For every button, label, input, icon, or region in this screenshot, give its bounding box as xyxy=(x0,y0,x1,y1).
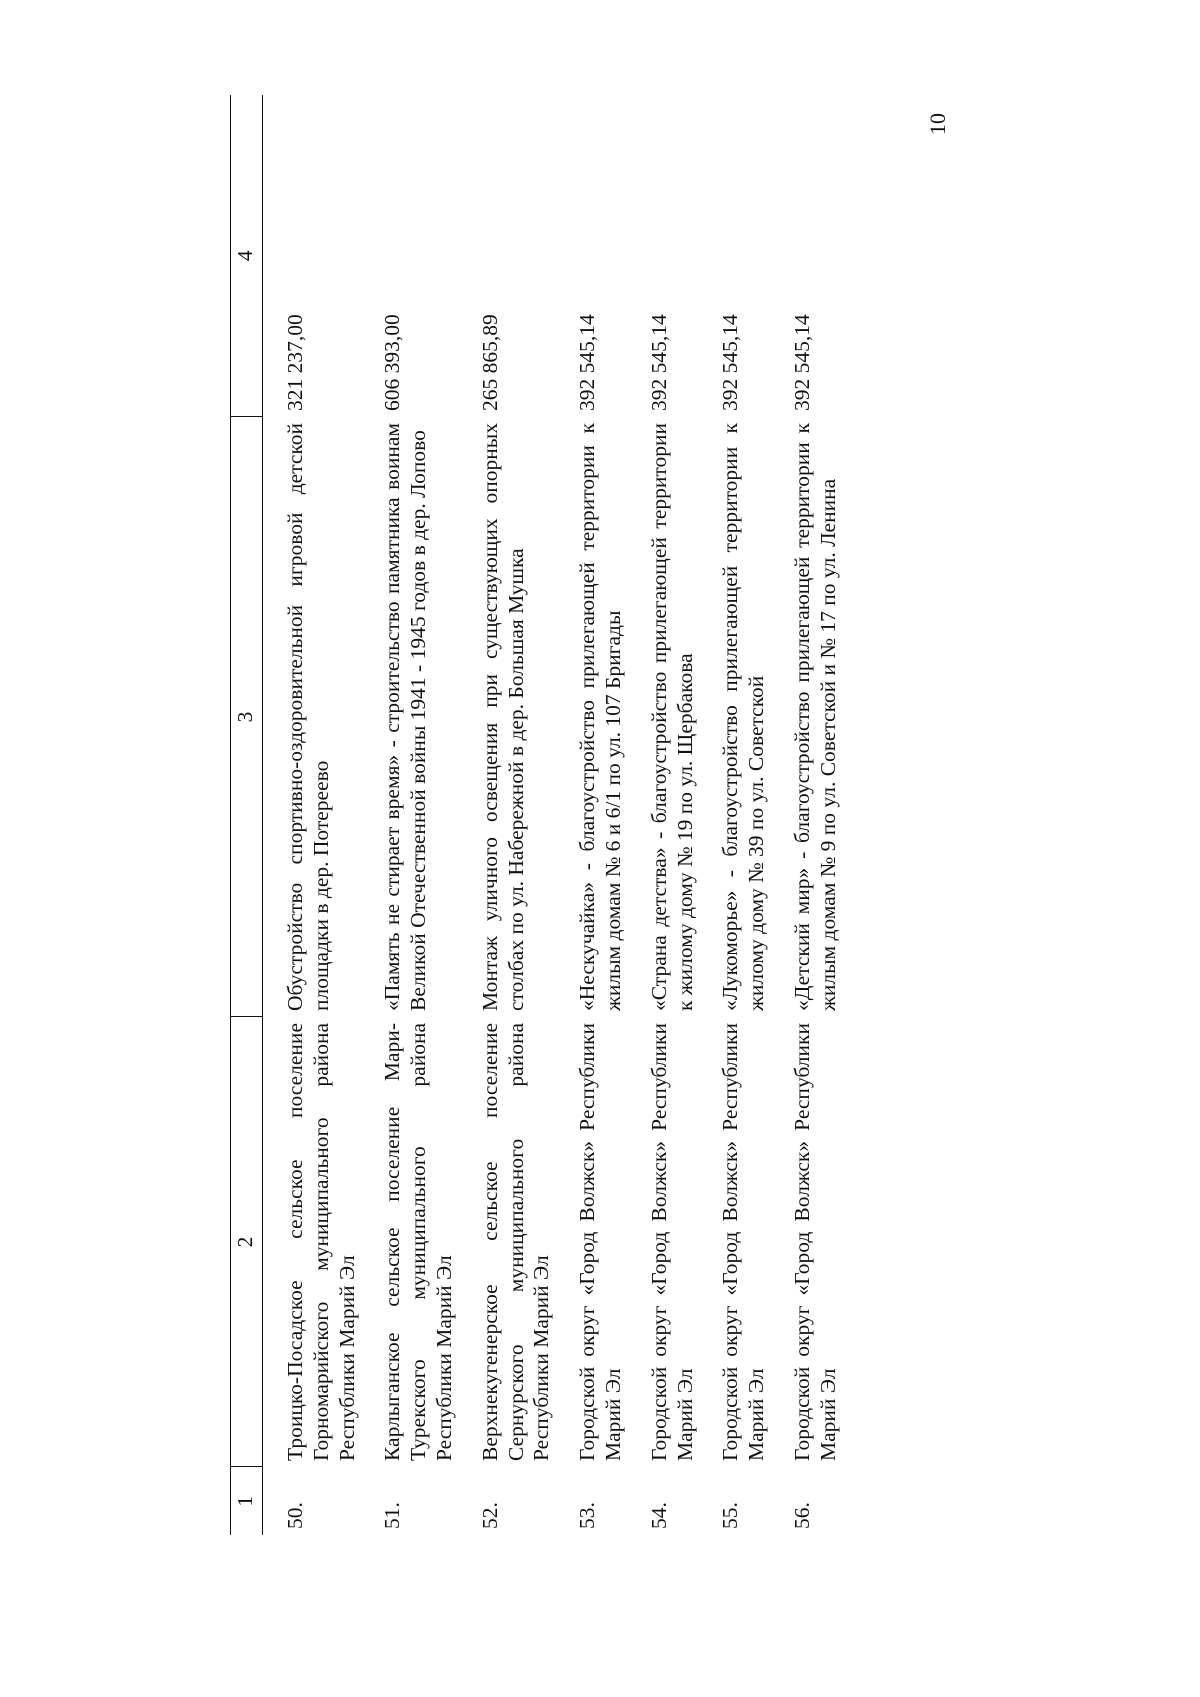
spacer-row xyxy=(263,95,284,1535)
municipality-cell: Верхнекугенерское сельское поселение Сернурского муниципального района Республики Марий Эл xyxy=(477,1023,554,1461)
amount-cell: 392 545,14 xyxy=(789,314,814,411)
projects-table xyxy=(230,95,842,1535)
project-cell: «Лукоморье» - благоустройство прилегающей территории к жилому дому № 39 по ул. Советской xyxy=(718,423,769,1011)
header-row xyxy=(231,95,263,1535)
row-number: 51. xyxy=(380,1502,405,1529)
spacer-cell xyxy=(698,95,718,1535)
row-number: 52. xyxy=(477,1502,502,1529)
column-header-2: 2 xyxy=(231,1017,263,1467)
project-cell: «Детский мир» - благоустройство прилегающей территории к жилым домам № 9 по ул. Советской и № 17 по ул. Ленина xyxy=(789,423,840,1011)
spacer-row xyxy=(698,95,718,1535)
amount-cell: 392 545,14 xyxy=(718,314,743,411)
row-number: 50. xyxy=(283,1502,307,1529)
municipality-cell: Карлыганское сельское поселение Мари-Турекского муниципального района Республики Марий Эл xyxy=(380,1023,456,1461)
spacer-cell xyxy=(770,95,790,1535)
spacer-row xyxy=(555,95,575,1535)
row-number: 55. xyxy=(718,1502,743,1529)
column-header-1: 1 xyxy=(231,1467,263,1535)
project-cell: «Страна детства» - благоустройство прилегающей территории к жилому дому № 19 по ул. Щербакова xyxy=(646,423,697,1011)
table-body xyxy=(263,95,842,1535)
spacer-row xyxy=(360,95,380,1535)
municipality-cell: Городской округ «Город Волжск» Республики Марий Эл xyxy=(789,1023,840,1461)
row-number: 54. xyxy=(646,1502,671,1529)
spacer-cell xyxy=(263,95,284,1535)
municipality-cell: Городской округ «Город Волжск» Республики Марий Эл xyxy=(646,1023,697,1461)
table-row xyxy=(647,95,699,1535)
rotated-page-content xyxy=(230,95,1020,1535)
spacer-row xyxy=(627,95,647,1535)
project-cell: Монтаж уличного освещения при существующих опорных столбах по ул. Набережной в дер. Большая Мушка xyxy=(477,423,528,1011)
table-row xyxy=(790,95,842,1535)
amount-cell: 392 545,14 xyxy=(575,314,600,411)
column-header-3: 3 xyxy=(231,417,263,1017)
spacer-cell xyxy=(458,95,478,1535)
table-header xyxy=(231,95,263,1535)
table-row xyxy=(380,95,457,1535)
spacer-cell xyxy=(360,95,380,1535)
row-number: 56. xyxy=(789,1502,814,1529)
spacer-cell xyxy=(555,95,575,1535)
project-cell: «Память не стирает время» - строительство памятника воинам Великой Отечественной войны 1941 - 1945 годов в дер. Лопово xyxy=(380,423,431,1011)
row-number: 53. xyxy=(575,1502,600,1529)
spacer-row xyxy=(458,95,478,1535)
spacer-cell xyxy=(627,95,647,1535)
project-cell: «Нескучайка» - благоустройство прилегающей территории к жилым домам № 6 и 6/1 по ул. 107 Бригады xyxy=(575,423,625,1011)
spacer-row xyxy=(770,95,790,1535)
table-row xyxy=(575,95,627,1535)
column-header-4: 4 xyxy=(231,95,263,417)
municipality-cell: Городской округ «Город Волжск» Республики Марий Эл xyxy=(575,1023,625,1461)
page-number: 10 xyxy=(925,113,950,135)
amount-cell: 265 865,89 xyxy=(477,314,502,411)
amount-cell: 392 545,14 xyxy=(646,314,671,411)
table-row xyxy=(478,95,555,1535)
municipality-cell: Троицко-Посадское сельское поселение Горномарийского муниципального района Республики Марий Эл xyxy=(283,1023,359,1461)
table-row xyxy=(283,95,360,1535)
table-row xyxy=(718,95,770,1535)
amount-cell: 321 237,00 xyxy=(283,314,307,411)
project-cell: Обустройство спортивно-оздоровительной игровой детской площадки в дер. Потереево xyxy=(283,423,333,1011)
municipality-cell: Городской округ «Город Волжск» Республики Марий Эл xyxy=(718,1023,769,1461)
amount-cell: 606 393,00 xyxy=(380,314,405,411)
